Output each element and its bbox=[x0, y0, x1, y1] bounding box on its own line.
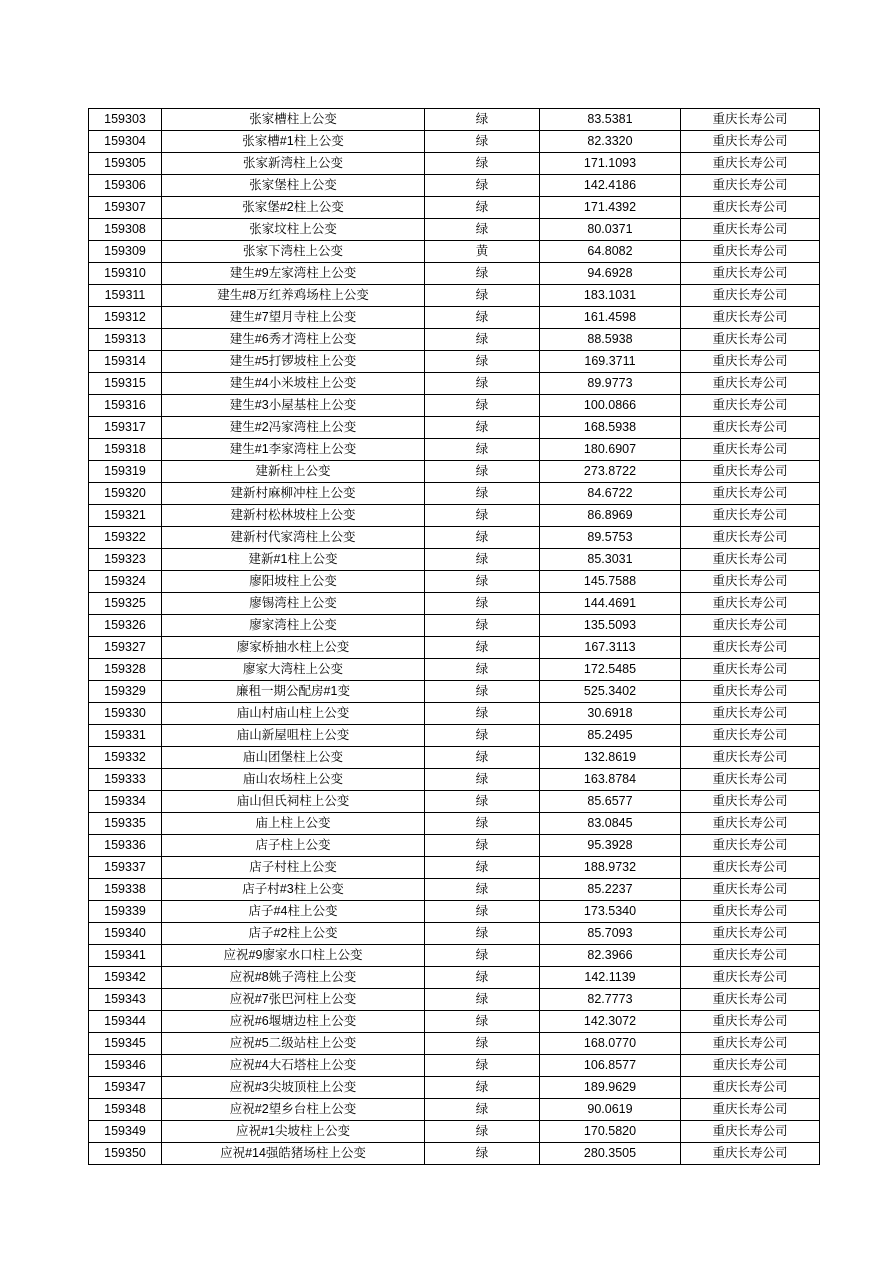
cell-value: 172.5485 bbox=[540, 659, 681, 681]
cell-status: 绿 bbox=[425, 549, 540, 571]
cell-name: 建生#5打锣坡柱上公变 bbox=[162, 351, 425, 373]
cell-value: 83.0845 bbox=[540, 813, 681, 835]
cell-company: 重庆长寿公司 bbox=[681, 725, 820, 747]
cell-status: 绿 bbox=[425, 219, 540, 241]
cell-name: 建生#8万红养鸡场柱上公变 bbox=[162, 285, 425, 307]
cell-value: 84.6722 bbox=[540, 483, 681, 505]
cell-id: 159304 bbox=[89, 131, 162, 153]
cell-status: 绿 bbox=[425, 527, 540, 549]
cell-name: 廖锡湾柱上公变 bbox=[162, 593, 425, 615]
cell-name: 张家堡#2柱上公变 bbox=[162, 197, 425, 219]
cell-status: 绿 bbox=[425, 373, 540, 395]
table-row bbox=[89, 593, 820, 615]
cell-company: 重庆长寿公司 bbox=[681, 879, 820, 901]
cell-status: 绿 bbox=[425, 857, 540, 879]
cell-name: 张家下湾柱上公变 bbox=[162, 241, 425, 263]
cell-id: 159316 bbox=[89, 395, 162, 417]
cell-value: 168.0770 bbox=[540, 1033, 681, 1055]
cell-id: 159309 bbox=[89, 241, 162, 263]
cell-company: 重庆长寿公司 bbox=[681, 637, 820, 659]
cell-status: 绿 bbox=[425, 901, 540, 923]
cell-company: 重庆长寿公司 bbox=[681, 109, 820, 131]
table-row bbox=[89, 725, 820, 747]
cell-name: 建新#1柱上公变 bbox=[162, 549, 425, 571]
cell-id: 159346 bbox=[89, 1055, 162, 1077]
cell-id: 159340 bbox=[89, 923, 162, 945]
cell-status: 绿 bbox=[425, 417, 540, 439]
table-row bbox=[89, 791, 820, 813]
table-row bbox=[89, 835, 820, 857]
cell-id: 159313 bbox=[89, 329, 162, 351]
cell-id: 159322 bbox=[89, 527, 162, 549]
cell-company: 重庆长寿公司 bbox=[681, 131, 820, 153]
cell-status: 绿 bbox=[425, 659, 540, 681]
table-row bbox=[89, 659, 820, 681]
cell-status: 绿 bbox=[425, 285, 540, 307]
cell-name: 应祝#6堰塘边柱上公变 bbox=[162, 1011, 425, 1033]
table-row bbox=[89, 549, 820, 571]
table-row bbox=[89, 923, 820, 945]
table-row bbox=[89, 1011, 820, 1033]
cell-value: 163.8784 bbox=[540, 769, 681, 791]
cell-company: 重庆长寿公司 bbox=[681, 791, 820, 813]
cell-company: 重庆长寿公司 bbox=[681, 681, 820, 703]
cell-company: 重庆长寿公司 bbox=[681, 967, 820, 989]
cell-id: 159332 bbox=[89, 747, 162, 769]
cell-company: 重庆长寿公司 bbox=[681, 1143, 820, 1165]
cell-name: 张家坟柱上公变 bbox=[162, 219, 425, 241]
cell-status: 绿 bbox=[425, 395, 540, 417]
table-row bbox=[89, 395, 820, 417]
cell-name: 建新村麻柳冲柱上公变 bbox=[162, 483, 425, 505]
cell-status: 绿 bbox=[425, 593, 540, 615]
cell-company: 重庆长寿公司 bbox=[681, 505, 820, 527]
cell-value: 144.4691 bbox=[540, 593, 681, 615]
table-row bbox=[89, 1033, 820, 1055]
cell-id: 159338 bbox=[89, 879, 162, 901]
cell-company: 重庆长寿公司 bbox=[681, 1099, 820, 1121]
cell-status: 绿 bbox=[425, 329, 540, 351]
cell-id: 159321 bbox=[89, 505, 162, 527]
cell-status: 绿 bbox=[425, 725, 540, 747]
cell-value: 169.3711 bbox=[540, 351, 681, 373]
table-body bbox=[89, 109, 820, 1165]
table-row bbox=[89, 241, 820, 263]
cell-value: 86.8969 bbox=[540, 505, 681, 527]
cell-company: 重庆长寿公司 bbox=[681, 813, 820, 835]
cell-status: 绿 bbox=[425, 1077, 540, 1099]
cell-id: 159348 bbox=[89, 1099, 162, 1121]
cell-value: 88.5938 bbox=[540, 329, 681, 351]
cell-name: 建生#6秀才湾柱上公变 bbox=[162, 329, 425, 351]
cell-id: 159325 bbox=[89, 593, 162, 615]
cell-company: 重庆长寿公司 bbox=[681, 769, 820, 791]
cell-id: 159330 bbox=[89, 703, 162, 725]
cell-status: 绿 bbox=[425, 505, 540, 527]
cell-id: 159324 bbox=[89, 571, 162, 593]
cell-value: 106.8577 bbox=[540, 1055, 681, 1077]
cell-name: 建生#9左家湾柱上公变 bbox=[162, 263, 425, 285]
cell-name: 庙山但氏祠柱上公变 bbox=[162, 791, 425, 813]
cell-value: 82.7773 bbox=[540, 989, 681, 1011]
data-table-container bbox=[88, 108, 796, 1165]
table-row bbox=[89, 967, 820, 989]
table-row bbox=[89, 571, 820, 593]
cell-company: 重庆长寿公司 bbox=[681, 571, 820, 593]
cell-name: 店子#4柱上公变 bbox=[162, 901, 425, 923]
cell-company: 重庆长寿公司 bbox=[681, 307, 820, 329]
cell-id: 159336 bbox=[89, 835, 162, 857]
cell-status: 绿 bbox=[425, 835, 540, 857]
cell-id: 159319 bbox=[89, 461, 162, 483]
cell-id: 159312 bbox=[89, 307, 162, 329]
cell-id: 159317 bbox=[89, 417, 162, 439]
cell-id: 159311 bbox=[89, 285, 162, 307]
cell-status: 绿 bbox=[425, 307, 540, 329]
cell-value: 132.8619 bbox=[540, 747, 681, 769]
cell-value: 95.3928 bbox=[540, 835, 681, 857]
cell-status: 绿 bbox=[425, 131, 540, 153]
table-row bbox=[89, 307, 820, 329]
cell-company: 重庆长寿公司 bbox=[681, 527, 820, 549]
cell-status: 绿 bbox=[425, 967, 540, 989]
cell-company: 重庆长寿公司 bbox=[681, 329, 820, 351]
cell-status: 绿 bbox=[425, 1033, 540, 1055]
cell-status: 绿 bbox=[425, 989, 540, 1011]
cell-company: 重庆长寿公司 bbox=[681, 989, 820, 1011]
cell-id: 159337 bbox=[89, 857, 162, 879]
cell-company: 重庆长寿公司 bbox=[681, 945, 820, 967]
cell-value: 83.5381 bbox=[540, 109, 681, 131]
cell-company: 重庆长寿公司 bbox=[681, 483, 820, 505]
cell-status: 绿 bbox=[425, 461, 540, 483]
cell-value: 142.4186 bbox=[540, 175, 681, 197]
table-row bbox=[89, 879, 820, 901]
table-row bbox=[89, 197, 820, 219]
cell-id: 159307 bbox=[89, 197, 162, 219]
cell-name: 店子#2柱上公变 bbox=[162, 923, 425, 945]
cell-value: 171.1093 bbox=[540, 153, 681, 175]
cell-company: 重庆长寿公司 bbox=[681, 1121, 820, 1143]
cell-company: 重庆长寿公司 bbox=[681, 747, 820, 769]
cell-value: 85.2237 bbox=[540, 879, 681, 901]
cell-name: 廖家湾柱上公变 bbox=[162, 615, 425, 637]
cell-company: 重庆长寿公司 bbox=[681, 659, 820, 681]
table-row bbox=[89, 153, 820, 175]
cell-company: 重庆长寿公司 bbox=[681, 1033, 820, 1055]
cell-id: 159327 bbox=[89, 637, 162, 659]
table-row bbox=[89, 769, 820, 791]
cell-status: 绿 bbox=[425, 197, 540, 219]
cell-name: 建新柱上公变 bbox=[162, 461, 425, 483]
cell-company: 重庆长寿公司 bbox=[681, 593, 820, 615]
table-row bbox=[89, 351, 820, 373]
cell-value: 183.1031 bbox=[540, 285, 681, 307]
cell-company: 重庆长寿公司 bbox=[681, 439, 820, 461]
table-row bbox=[89, 285, 820, 307]
cell-value: 85.7093 bbox=[540, 923, 681, 945]
cell-id: 159314 bbox=[89, 351, 162, 373]
table-row bbox=[89, 1099, 820, 1121]
cell-name: 店子柱上公变 bbox=[162, 835, 425, 857]
cell-value: 273.8722 bbox=[540, 461, 681, 483]
cell-value: 80.0371 bbox=[540, 219, 681, 241]
cell-id: 159345 bbox=[89, 1033, 162, 1055]
cell-name: 建生#7望月寺柱上公变 bbox=[162, 307, 425, 329]
table-row bbox=[89, 439, 820, 461]
table-row bbox=[89, 131, 820, 153]
cell-name: 廖阳坡柱上公变 bbox=[162, 571, 425, 593]
cell-status: 绿 bbox=[425, 1121, 540, 1143]
cell-name: 应祝#7张巴河柱上公变 bbox=[162, 989, 425, 1011]
cell-value: 280.3505 bbox=[540, 1143, 681, 1165]
table-row bbox=[89, 373, 820, 395]
cell-name: 店子村#3柱上公变 bbox=[162, 879, 425, 901]
table-row bbox=[89, 461, 820, 483]
cell-status: 绿 bbox=[425, 615, 540, 637]
cell-id: 159308 bbox=[89, 219, 162, 241]
cell-company: 重庆长寿公司 bbox=[681, 1055, 820, 1077]
cell-company: 重庆长寿公司 bbox=[681, 615, 820, 637]
cell-value: 85.2495 bbox=[540, 725, 681, 747]
cell-company: 重庆长寿公司 bbox=[681, 835, 820, 857]
cell-name: 建新村代家湾柱上公变 bbox=[162, 527, 425, 549]
cell-name: 张家新湾柱上公变 bbox=[162, 153, 425, 175]
cell-name: 建生#3小屋基柱上公变 bbox=[162, 395, 425, 417]
cell-id: 159344 bbox=[89, 1011, 162, 1033]
cell-status: 绿 bbox=[425, 153, 540, 175]
cell-company: 重庆长寿公司 bbox=[681, 219, 820, 241]
cell-status: 绿 bbox=[425, 681, 540, 703]
cell-id: 159328 bbox=[89, 659, 162, 681]
cell-status: 绿 bbox=[425, 637, 540, 659]
table-row bbox=[89, 857, 820, 879]
table-row bbox=[89, 615, 820, 637]
cell-status: 绿 bbox=[425, 109, 540, 131]
cell-id: 159320 bbox=[89, 483, 162, 505]
cell-status: 绿 bbox=[425, 1099, 540, 1121]
cell-value: 173.5340 bbox=[540, 901, 681, 923]
table-row bbox=[89, 527, 820, 549]
cell-id: 159305 bbox=[89, 153, 162, 175]
cell-name: 庙上柱上公变 bbox=[162, 813, 425, 835]
cell-value: 189.9629 bbox=[540, 1077, 681, 1099]
cell-value: 82.3966 bbox=[540, 945, 681, 967]
cell-status: 绿 bbox=[425, 791, 540, 813]
cell-id: 159333 bbox=[89, 769, 162, 791]
cell-name: 应祝#3尖坡顶柱上公变 bbox=[162, 1077, 425, 1099]
cell-value: 85.3031 bbox=[540, 549, 681, 571]
cell-value: 89.5753 bbox=[540, 527, 681, 549]
cell-id: 159343 bbox=[89, 989, 162, 1011]
cell-name: 廖家大湾柱上公变 bbox=[162, 659, 425, 681]
cell-id: 159306 bbox=[89, 175, 162, 197]
table-row bbox=[89, 1121, 820, 1143]
cell-company: 重庆长寿公司 bbox=[681, 285, 820, 307]
cell-status: 绿 bbox=[425, 879, 540, 901]
cell-id: 159350 bbox=[89, 1143, 162, 1165]
cell-value: 142.1139 bbox=[540, 967, 681, 989]
cell-value: 30.6918 bbox=[540, 703, 681, 725]
table-row bbox=[89, 681, 820, 703]
table-row bbox=[89, 1077, 820, 1099]
cell-company: 重庆长寿公司 bbox=[681, 703, 820, 725]
cell-id: 159342 bbox=[89, 967, 162, 989]
table-row bbox=[89, 109, 820, 131]
table-row bbox=[89, 747, 820, 769]
cell-name: 张家槽柱上公变 bbox=[162, 109, 425, 131]
cell-name: 庙山团堡柱上公变 bbox=[162, 747, 425, 769]
cell-value: 89.9773 bbox=[540, 373, 681, 395]
cell-company: 重庆长寿公司 bbox=[681, 241, 820, 263]
cell-name: 应祝#14强皓猪场柱上公变 bbox=[162, 1143, 425, 1165]
transformer-data-table bbox=[88, 108, 820, 1165]
cell-status: 绿 bbox=[425, 703, 540, 725]
cell-value: 85.6577 bbox=[540, 791, 681, 813]
cell-name: 建新村松林坡柱上公变 bbox=[162, 505, 425, 527]
table-row bbox=[89, 637, 820, 659]
table-row bbox=[89, 813, 820, 835]
cell-status: 绿 bbox=[425, 483, 540, 505]
cell-status: 绿 bbox=[425, 263, 540, 285]
cell-id: 159323 bbox=[89, 549, 162, 571]
cell-id: 159329 bbox=[89, 681, 162, 703]
cell-id: 159303 bbox=[89, 109, 162, 131]
cell-company: 重庆长寿公司 bbox=[681, 461, 820, 483]
cell-id: 159347 bbox=[89, 1077, 162, 1099]
cell-status: 绿 bbox=[425, 1143, 540, 1165]
cell-value: 525.3402 bbox=[540, 681, 681, 703]
cell-company: 重庆长寿公司 bbox=[681, 549, 820, 571]
cell-name: 应祝#4大石塔柱上公变 bbox=[162, 1055, 425, 1077]
cell-name: 应祝#8姚子湾柱上公变 bbox=[162, 967, 425, 989]
cell-company: 重庆长寿公司 bbox=[681, 263, 820, 285]
table-row bbox=[89, 417, 820, 439]
cell-name: 廉租一期公配房#1变 bbox=[162, 681, 425, 703]
cell-company: 重庆长寿公司 bbox=[681, 175, 820, 197]
cell-status: 绿 bbox=[425, 571, 540, 593]
table-row bbox=[89, 901, 820, 923]
cell-status: 绿 bbox=[425, 439, 540, 461]
cell-company: 重庆长寿公司 bbox=[681, 1011, 820, 1033]
cell-value: 100.0866 bbox=[540, 395, 681, 417]
cell-value: 82.3320 bbox=[540, 131, 681, 153]
cell-id: 159341 bbox=[89, 945, 162, 967]
cell-value: 145.7588 bbox=[540, 571, 681, 593]
cell-name: 张家槽#1柱上公变 bbox=[162, 131, 425, 153]
cell-name: 庙山新屋咀柱上公变 bbox=[162, 725, 425, 747]
cell-status: 绿 bbox=[425, 923, 540, 945]
cell-status: 绿 bbox=[425, 769, 540, 791]
cell-value: 167.3113 bbox=[540, 637, 681, 659]
cell-company: 重庆长寿公司 bbox=[681, 373, 820, 395]
cell-company: 重庆长寿公司 bbox=[681, 857, 820, 879]
cell-id: 159349 bbox=[89, 1121, 162, 1143]
cell-status: 绿 bbox=[425, 1055, 540, 1077]
cell-company: 重庆长寿公司 bbox=[681, 901, 820, 923]
cell-company: 重庆长寿公司 bbox=[681, 197, 820, 219]
table-row bbox=[89, 219, 820, 241]
cell-value: 142.3072 bbox=[540, 1011, 681, 1033]
cell-name: 建生#2冯家湾柱上公变 bbox=[162, 417, 425, 439]
cell-value: 168.5938 bbox=[540, 417, 681, 439]
cell-company: 重庆长寿公司 bbox=[681, 351, 820, 373]
cell-status: 绿 bbox=[425, 747, 540, 769]
cell-status: 绿 bbox=[425, 813, 540, 835]
cell-name: 建生#4小米坡柱上公变 bbox=[162, 373, 425, 395]
table-row bbox=[89, 483, 820, 505]
cell-name: 廖家桥抽水柱上公变 bbox=[162, 637, 425, 659]
table-row bbox=[89, 175, 820, 197]
cell-status: 绿 bbox=[425, 175, 540, 197]
cell-status: 绿 bbox=[425, 1011, 540, 1033]
cell-value: 171.4392 bbox=[540, 197, 681, 219]
table-row bbox=[89, 263, 820, 285]
cell-company: 重庆长寿公司 bbox=[681, 395, 820, 417]
table-row bbox=[89, 989, 820, 1011]
cell-name: 店子村柱上公变 bbox=[162, 857, 425, 879]
cell-id: 159318 bbox=[89, 439, 162, 461]
cell-value: 180.6907 bbox=[540, 439, 681, 461]
cell-status: 黄 bbox=[425, 241, 540, 263]
cell-value: 188.9732 bbox=[540, 857, 681, 879]
table-row bbox=[89, 703, 820, 725]
table-row bbox=[89, 329, 820, 351]
cell-id: 159331 bbox=[89, 725, 162, 747]
cell-value: 90.0619 bbox=[540, 1099, 681, 1121]
cell-name: 庙山村庙山柱上公变 bbox=[162, 703, 425, 725]
cell-value: 64.8082 bbox=[540, 241, 681, 263]
cell-id: 159315 bbox=[89, 373, 162, 395]
cell-id: 159334 bbox=[89, 791, 162, 813]
table-row bbox=[89, 1055, 820, 1077]
table-row bbox=[89, 505, 820, 527]
cell-status: 绿 bbox=[425, 945, 540, 967]
cell-value: 161.4598 bbox=[540, 307, 681, 329]
cell-company: 重庆长寿公司 bbox=[681, 153, 820, 175]
cell-status: 绿 bbox=[425, 351, 540, 373]
cell-name: 应祝#1尖坡柱上公变 bbox=[162, 1121, 425, 1143]
cell-name: 建生#1李家湾柱上公变 bbox=[162, 439, 425, 461]
cell-id: 159310 bbox=[89, 263, 162, 285]
cell-id: 159326 bbox=[89, 615, 162, 637]
cell-company: 重庆长寿公司 bbox=[681, 417, 820, 439]
cell-value: 94.6928 bbox=[540, 263, 681, 285]
cell-value: 135.5093 bbox=[540, 615, 681, 637]
cell-name: 庙山农场柱上公变 bbox=[162, 769, 425, 791]
cell-value: 170.5820 bbox=[540, 1121, 681, 1143]
cell-id: 159339 bbox=[89, 901, 162, 923]
cell-name: 应祝#9廖家水口柱上公变 bbox=[162, 945, 425, 967]
table-row bbox=[89, 945, 820, 967]
cell-id: 159335 bbox=[89, 813, 162, 835]
cell-name: 张家堡柱上公变 bbox=[162, 175, 425, 197]
cell-name: 应祝#2望乡台柱上公变 bbox=[162, 1099, 425, 1121]
table-row bbox=[89, 1143, 820, 1165]
cell-name: 应祝#5二级站柱上公变 bbox=[162, 1033, 425, 1055]
cell-company: 重庆长寿公司 bbox=[681, 923, 820, 945]
cell-company: 重庆长寿公司 bbox=[681, 1077, 820, 1099]
